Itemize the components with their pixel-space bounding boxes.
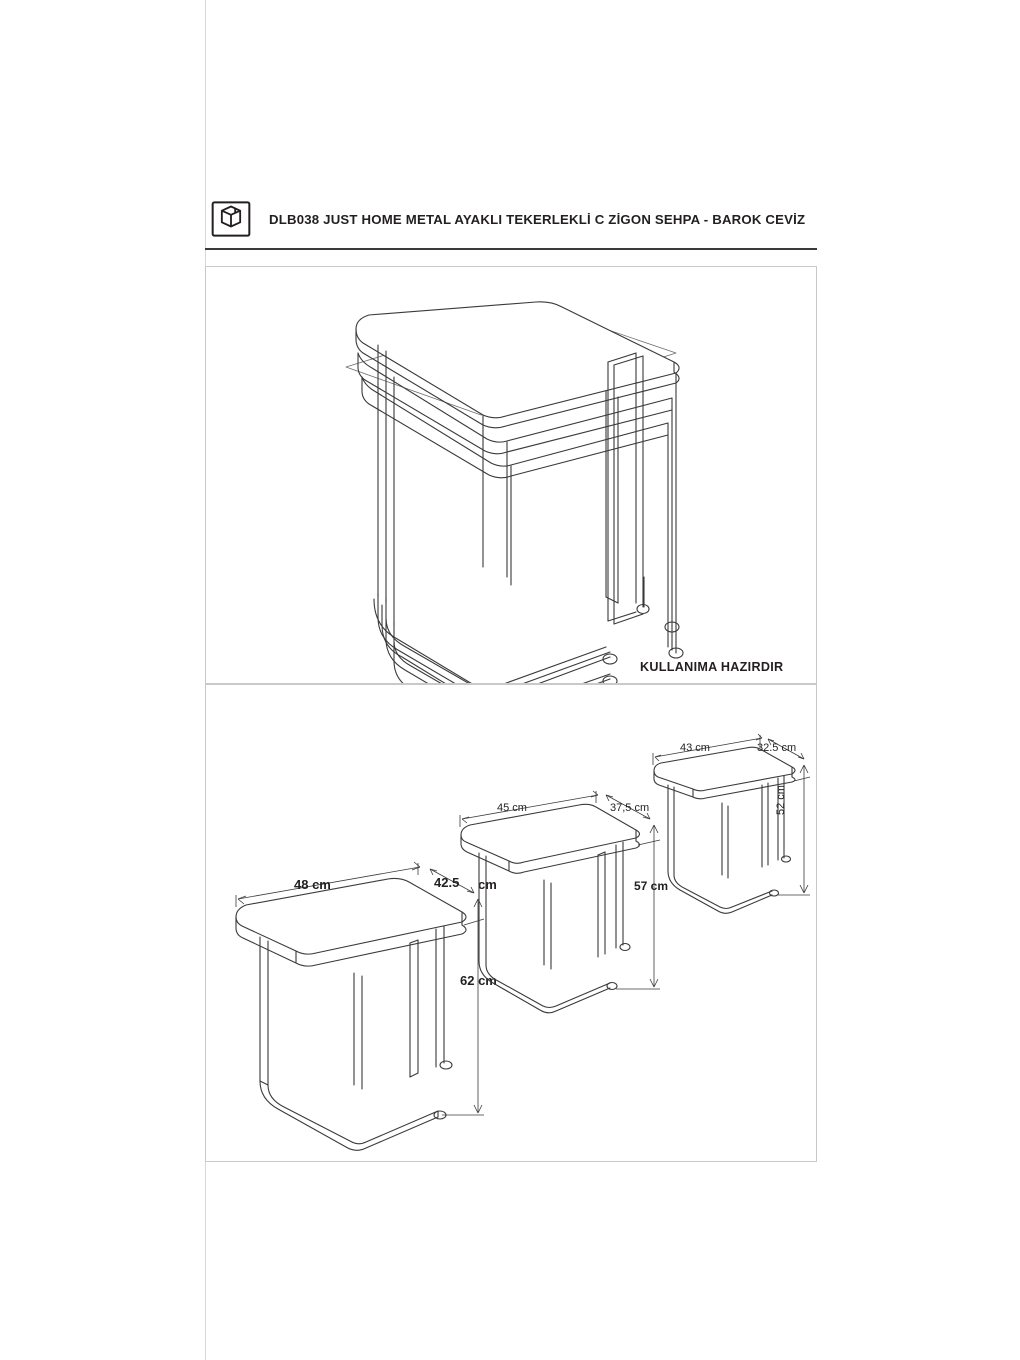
c-table-assembled-drawing	[206, 267, 816, 683]
dimensions-drawing	[206, 685, 816, 1161]
large-height-label: 62 cm	[460, 973, 497, 988]
small-depth-label: 32.5 cm	[757, 742, 797, 754]
ready-to-use-note: KULLANIMA HAZIRDIR	[640, 660, 784, 674]
medium-width-label: 45 cm	[497, 802, 527, 814]
small-width-label: 43 cm	[680, 742, 710, 754]
medium-height-label: 57 cm	[634, 879, 669, 893]
medium-depth-label: 37,5 cm	[610, 802, 650, 814]
large-depth-unit: cm	[478, 877, 497, 892]
package-box-icon	[211, 199, 251, 239]
small-height-label: 52 cm	[775, 785, 787, 815]
large-table-figure	[236, 862, 497, 1150]
assembled-product-panel	[205, 266, 817, 684]
header-divider	[205, 248, 817, 250]
document-header	[205, 190, 817, 248]
large-depth-label: 42.5	[434, 875, 460, 890]
dimensions-panel	[205, 684, 817, 1162]
large-width-label: 48 cm	[294, 877, 331, 892]
small-table-figure	[653, 734, 810, 913]
page-title: DLB038 JUST HOME METAL AYAKLI TEKERLEKLİ C ZİGON SEHPA - BAROK CEVİZ	[269, 211, 806, 227]
